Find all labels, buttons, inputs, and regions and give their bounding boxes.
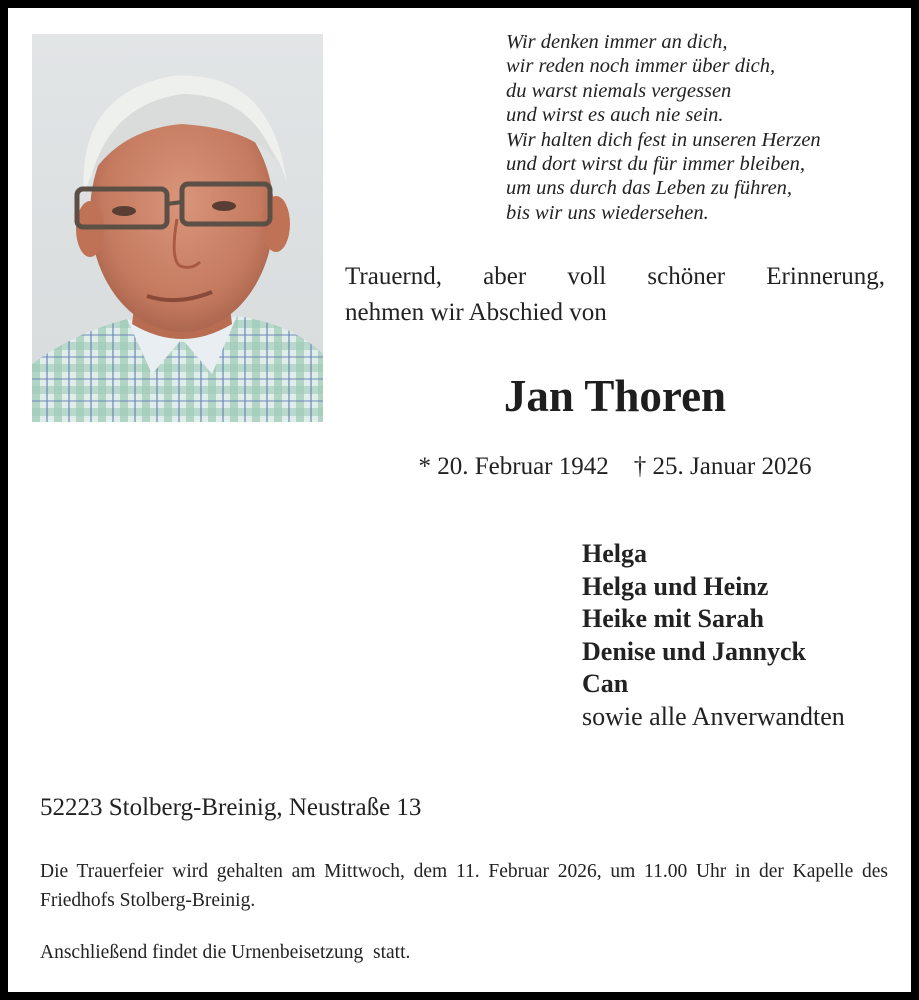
portrait-photo — [32, 34, 323, 422]
ceremony-details: Die Trauerfeier wird gehalten am Mittwoch, dem 11. Februar 2026, um 11.00 Uhr in der Kapelle des Friedhofs Stolberg-Breinig. — [40, 861, 888, 911]
portrait-image — [32, 34, 323, 422]
mourner-name: Can — [582, 669, 629, 698]
farewell-intro — [345, 259, 885, 331]
poem-line: Wir halten dich fest in unseren Herzen — [506, 128, 821, 151]
intro-line-1: Trauernd, aber voll schöner Erinnerung, — [345, 263, 885, 290]
mourner-name: Helga — [582, 539, 647, 568]
poem-line: Wir denken immer an dich, — [506, 31, 728, 53]
poem-line: um uns durch das Leben zu führen, — [506, 177, 793, 200]
deceased-name: Jan Thoren — [503, 371, 727, 421]
mourner-name: Denise und Jannyck — [582, 636, 806, 666]
poem-line: du warst niemals vergessen — [506, 79, 732, 102]
family-address: 52223 Stolberg-Breinig, Neustraße 13 — [40, 794, 422, 821]
burial-details: Anschließend findet die Urnenbeisetzung statt. — [40, 942, 411, 963]
mourner-name: Helga und Heinz — [582, 571, 769, 601]
intro-line-2: nehmen wir Abschied von — [345, 299, 607, 326]
poem-line: und dort wirst du für immer bleiben, — [506, 153, 805, 176]
poem-line: bis wir uns wiedersehen. — [506, 201, 709, 224]
memorial-poem — [506, 30, 896, 225]
poem-line: wir reden noch immer über dich, — [506, 55, 776, 78]
relatives-line: sowie alle Anverwandten — [582, 701, 845, 731]
mourner-name: Heike mit Sarah — [582, 604, 764, 633]
life-dates: * 20. Februar 1942 † 25. Januar 2026 — [418, 453, 812, 480]
mourners-list — [582, 538, 845, 733]
poem-line: und wirst es auch nie sein. — [506, 104, 724, 127]
